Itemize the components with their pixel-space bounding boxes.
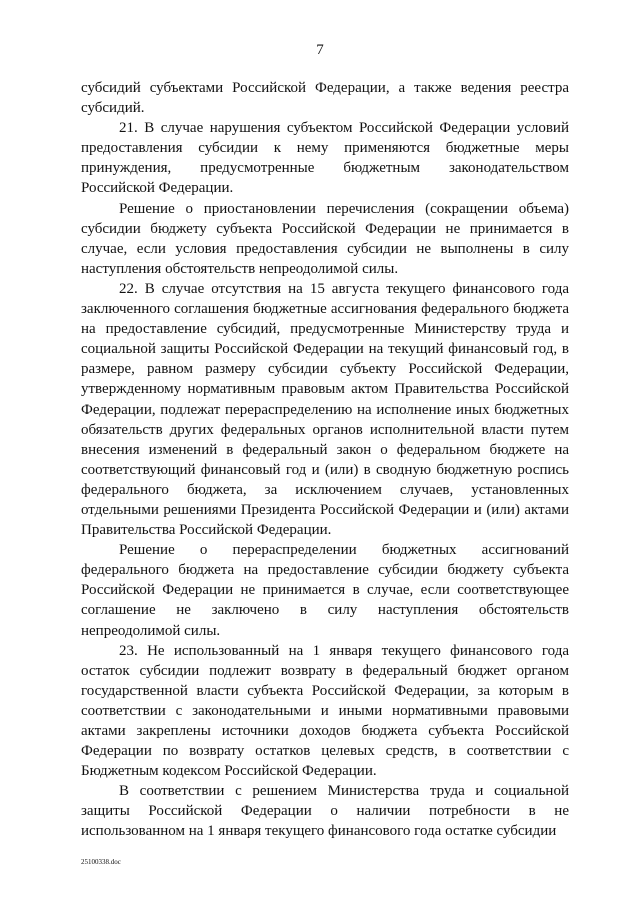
page-number: 7 [316, 42, 324, 58]
paragraph-continuation: субсидий субъектами Российской Федерации, а также ведения реестра субсидий. [81, 80, 569, 117]
paragraph-clause-22: 22. В случае отсутствия на 15 августа текущего финансового года заключенного соглашения бюджетные ассигнования федерального бюджета на предоставление субсидий, предусмотренные Министерству труда и социальной защиты Российской Федерации на текущий финансовый год, в размере, равном размеру субсидии субъекту Российской Федерации, утвержденному нормативным правовым актом Правительства Российской Федерации, подлежат перераспределению на исполнение иных бюджетных обязательств других федеральных органов исполнительной власти путем внесения изменений в федеральный закон о федеральном бюджете на соответствующий финансовый год и (или) в сводную бюджетную роспись федерального бюджета, за исключением случаев, установленных отдельными решениями Президента Российской Федерации и (или) актами Правительства Российской Федерации. [81, 280, 569, 539]
footer-file-code: 25100338.doc [81, 858, 121, 866]
paragraph-ministry-decision: В соответствии с решением Министерства труда и социальной защиты Российской Федерации о наличии потребности в не использованном на 1 января текущего финансового года остатке субсидии [81, 783, 569, 840]
paragraph-clause-23: 23. Не использованный на 1 января текущего финансового года остаток субсидии подлежит возврату в федеральный бюджет органом государственной власти субъекта Российской Федерации, за которым в соответствии с законодательными и иными нормативными правовыми актами закреплены источники доходов бюджета субъекта Российской Федерации по возврату остатков целевых средств, в соответствии с Бюджетным кодексом Российской Федерации. [81, 642, 569, 780]
body-text [81, 78, 569, 842]
paragraph-reallocation-decision: Решение о перераспределении бюджетных ассигнований федерального бюджета на предоставление субсидии бюджету субъекта Российской Федерации не принимается в случае, если соответствующее соглашение не заключено в силу наступления обстоятельств непреодолимой силы. [81, 542, 569, 639]
paragraph-suspension-decision: Решение о приостановлении перечисления (сокращении объема) субсидии бюджету субъекта Российской Федерации не принимается в случае, если условия предоставления субсидии не выполнены в силу наступления обстоятельств непреодолимой силы. [81, 200, 569, 277]
paragraph-clause-21: 21. В случае нарушения субъектом Российской Федерации условий предоставления субсидии к нему применяются бюджетные меры принуждения, предусмотренные бюджетным законодательством Российской Федерации. [81, 120, 569, 197]
